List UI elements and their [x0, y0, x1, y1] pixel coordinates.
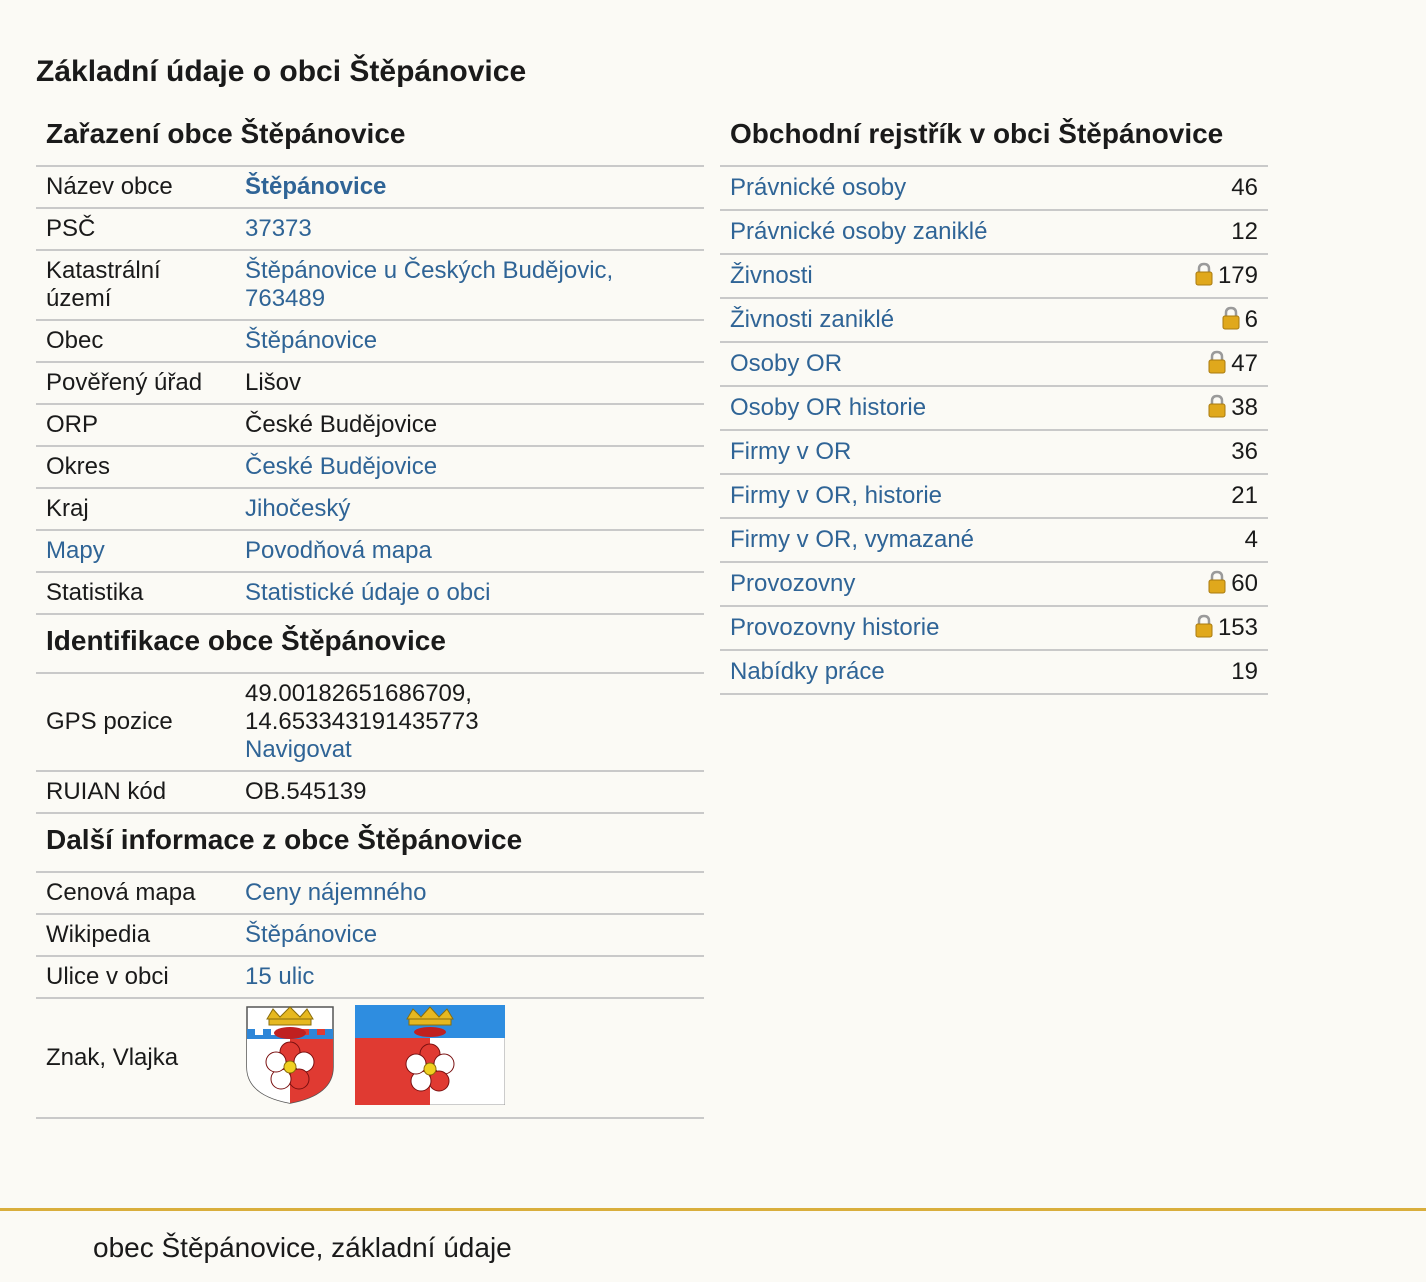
table-row [720, 342, 1268, 386]
register-link[interactable]: Osoby OR [730, 350, 843, 377]
table-row [36, 914, 704, 956]
cadastral-link[interactable]: Štěpánovice u Českých Budějovic, 763489 [245, 257, 614, 312]
municipality-info-column [36, 108, 704, 1119]
table-row [36, 320, 704, 362]
register-count: 12 [1231, 218, 1258, 245]
table-row [36, 362, 704, 404]
register-count: 4 [1244, 526, 1258, 553]
row-label: ORP [36, 404, 235, 446]
row-label: Ulice v obci [36, 956, 235, 998]
register-link[interactable]: Nabídky práce [730, 658, 885, 685]
register-link[interactable]: Osoby OR historie [730, 394, 927, 421]
rent-prices-link[interactable]: Ceny nájemného [245, 879, 427, 906]
flag-image[interactable] [355, 1005, 505, 1105]
lock-icon [1194, 614, 1214, 638]
obec-link[interactable]: Štěpánovice [245, 327, 378, 354]
navigate-link[interactable]: Navigovat [245, 736, 352, 763]
row-label: Obec [36, 320, 235, 362]
table-row [36, 956, 704, 998]
lock-icon [1221, 306, 1241, 330]
identifikace-table [36, 674, 704, 814]
lock-icon [1207, 350, 1227, 374]
row-label: Statistika [36, 572, 235, 614]
register-count: 38 [1231, 394, 1258, 421]
register-link[interactable]: Provozovny historie [730, 614, 940, 641]
register-count: 21 [1231, 482, 1258, 509]
register-link[interactable]: Firmy v OR [730, 438, 852, 465]
footer-caption: obec Štěpánovice, základní údaje [93, 1232, 512, 1263]
register-link[interactable]: Živnosti zaniklé [730, 306, 895, 333]
maps-link[interactable]: Mapy [46, 537, 105, 564]
coat-of-arms-image[interactable] [245, 1005, 335, 1105]
flood-map-link[interactable]: Povodňová mapa [245, 537, 432, 564]
row-label: Kraj [36, 488, 235, 530]
row-label: Znak, Vlajka [36, 998, 235, 1118]
dalsi-table [36, 873, 704, 1119]
orp-value: České Budějovice [235, 404, 704, 446]
table-row [36, 488, 704, 530]
zarazeni-table [36, 167, 704, 615]
ruian-value: OB.545139 [235, 771, 704, 813]
register-count: 19 [1231, 658, 1258, 685]
identifikace-heading: Identifikace obce Štěpánovice [36, 615, 704, 674]
municipality-name-link[interactable]: Štěpánovice [245, 173, 387, 200]
row-label: Cenová mapa [36, 873, 235, 914]
table-row [36, 674, 704, 771]
register-link[interactable]: Provozovny [730, 570, 856, 597]
register-link[interactable]: Firmy v OR, vymazané [730, 526, 975, 553]
register-link[interactable]: Živnosti [730, 262, 813, 289]
register-count: 36 [1231, 438, 1258, 465]
table-row [36, 572, 704, 614]
wikipedia-link[interactable]: Štěpánovice [245, 921, 378, 948]
dalsi-heading: Další informace z obce Štěpánovice [36, 814, 704, 873]
register-table [720, 167, 1268, 695]
page-title: Základní údaje o obci Štěpánovice [36, 55, 527, 88]
business-register-column [720, 108, 1268, 695]
row-label: Katastrální území [36, 250, 235, 320]
table-row [36, 446, 704, 488]
table-row [36, 873, 704, 914]
district-link[interactable]: České Budějovice [245, 453, 438, 480]
region-link[interactable]: Jihočeský [245, 495, 351, 522]
table-row [720, 650, 1268, 694]
register-link[interactable]: Právnické osoby zaniklé [730, 218, 988, 245]
row-label: PSČ [36, 208, 235, 250]
row-label: Okres [36, 446, 235, 488]
register-link[interactable]: Firmy v OR, historie [730, 482, 943, 509]
footer-divider [0, 1208, 1426, 1211]
gps-longitude: 14.653343191435773 [245, 708, 479, 735]
row-label: Pověřený úřad [36, 362, 235, 404]
row-label: GPS pozice [36, 674, 235, 771]
streets-link[interactable]: 15 ulic [245, 963, 315, 990]
table-row [720, 518, 1268, 562]
table-row [36, 771, 704, 813]
gps-latitude: 49.00182651686709, [245, 680, 472, 707]
table-row [36, 208, 704, 250]
row-label: RUIAN kód [36, 771, 235, 813]
table-row [720, 562, 1268, 606]
table-row [720, 430, 1268, 474]
register-link[interactable]: Právnické osoby [730, 174, 907, 201]
register-count: 47 [1231, 350, 1258, 377]
table-row [36, 250, 704, 320]
table-row [720, 167, 1268, 210]
table-row [720, 254, 1268, 298]
lock-icon [1194, 262, 1214, 286]
row-label: Název obce [36, 167, 235, 208]
table-row [720, 474, 1268, 518]
zarazeni-heading: Zařazení obce Štěpánovice [36, 108, 704, 167]
table-row [720, 606, 1268, 650]
register-count: 179 [1217, 262, 1258, 289]
row-label: Wikipedia [36, 914, 235, 956]
table-row [36, 167, 704, 208]
lock-icon [1207, 394, 1227, 418]
register-count: 153 [1217, 614, 1258, 641]
table-row [36, 404, 704, 446]
table-row [720, 386, 1268, 430]
table-row [720, 298, 1268, 342]
register-count: 6 [1244, 306, 1258, 333]
lock-icon [1207, 570, 1227, 594]
statistics-link[interactable]: Statistické údaje o obci [245, 579, 491, 606]
rejstrik-heading: Obchodní rejstřík v obci Štěpánovice [720, 108, 1268, 167]
register-count: 46 [1231, 174, 1258, 201]
table-row [720, 210, 1268, 254]
table-row [36, 998, 704, 1118]
authorized-office-value: Lišov [235, 362, 704, 404]
psc-link[interactable]: 37373 [245, 215, 312, 242]
table-row [36, 530, 704, 572]
register-count: 60 [1231, 570, 1258, 597]
